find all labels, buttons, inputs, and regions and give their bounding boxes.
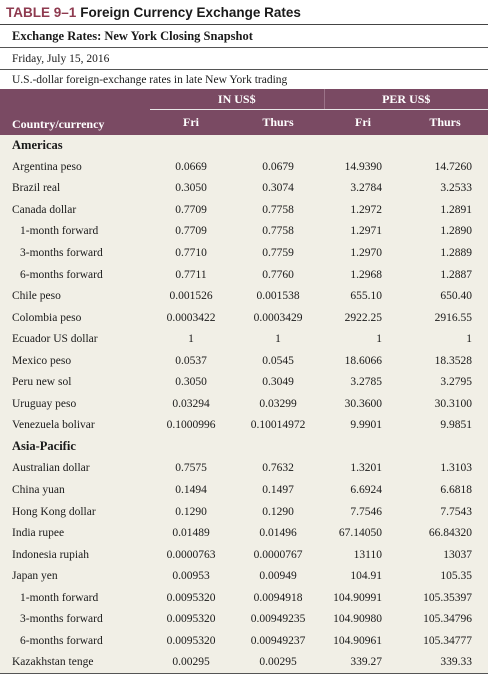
rate-per-usd-fri: 6.6924 — [324, 479, 402, 501]
snapshot-date: Friday, July 15, 2016 — [0, 48, 488, 70]
table-row — [0, 350, 488, 372]
group-per-usd: PER US$ — [324, 89, 488, 110]
exchange-rate-table — [0, 89, 488, 673]
rate-in-usd-thurs: 0.3074 — [232, 178, 324, 200]
table-row — [0, 372, 488, 394]
rate-in-usd-thurs: 0.0094918 — [232, 587, 324, 609]
currency-name: Brazil real — [0, 178, 150, 200]
currency-name: China yuan — [0, 479, 150, 501]
rate-per-usd-fri: 1.2971 — [324, 221, 402, 243]
rate-in-usd-fri: 0.0095320 — [150, 630, 232, 652]
region-row — [0, 436, 488, 458]
header-in-fri: Fri — [150, 110, 232, 135]
rate-in-usd-fri: 1 — [150, 328, 232, 350]
rate-per-usd-thurs: 30.3100 — [402, 393, 488, 415]
rate-per-usd-thurs: 66.84320 — [402, 522, 488, 544]
rate-per-usd-fri: 1.2972 — [324, 199, 402, 221]
table-row — [0, 393, 488, 415]
group-in-usd: IN US$ — [150, 89, 324, 110]
rate-per-usd-thurs: 105.34796 — [402, 609, 488, 631]
rate-per-usd-thurs: 6.6818 — [402, 479, 488, 501]
table-number: TABLE 9–1 — [6, 4, 77, 20]
rate-in-usd-fri: 0.0000763 — [150, 544, 232, 566]
rate-per-usd-thurs: 105.34777 — [402, 630, 488, 652]
table-row — [0, 544, 488, 566]
rate-in-usd-fri: 0.0669 — [150, 156, 232, 178]
rate-per-usd-fri: 3.2784 — [324, 178, 402, 200]
rate-per-usd-thurs: 7.7543 — [402, 501, 488, 523]
rate-per-usd-thurs: 9.9851 — [402, 415, 488, 437]
rate-in-usd-fri: 0.7575 — [150, 458, 232, 480]
table-row — [0, 156, 488, 178]
rate-per-usd-fri: 9.9901 — [324, 415, 402, 437]
rate-in-usd-thurs: 0.1290 — [232, 501, 324, 523]
table-row — [0, 458, 488, 480]
table-caption — [0, 0, 488, 25]
table-subtitle: Exchange Rates: New York Closing Snapshot — [0, 25, 488, 48]
rate-per-usd-fri: 1 — [324, 328, 402, 350]
rate-per-usd-thurs: 105.35397 — [402, 587, 488, 609]
header-country: Country/currency — [0, 110, 150, 135]
rate-in-usd-fri: 0.0095320 — [150, 609, 232, 631]
rate-per-usd-fri: 30.3600 — [324, 393, 402, 415]
rate-in-usd-fri: 0.0537 — [150, 350, 232, 372]
rate-in-usd-thurs: 0.7758 — [232, 199, 324, 221]
currency-name: 6-months forward — [0, 630, 150, 652]
column-group-row — [0, 89, 488, 110]
rate-per-usd-fri: 655.10 — [324, 285, 402, 307]
rate-per-usd-thurs: 1.2891 — [402, 199, 488, 221]
currency-name: 3-months forward — [0, 242, 150, 264]
rate-per-usd-thurs: 13037 — [402, 544, 488, 566]
table-row — [0, 415, 488, 437]
rate-in-usd-thurs: 1 — [232, 328, 324, 350]
table-row — [0, 565, 488, 587]
currency-name: India rupee — [0, 522, 150, 544]
table-row — [0, 307, 488, 329]
region-label: Americas — [0, 135, 488, 157]
rate-per-usd-thurs: 650.40 — [402, 285, 488, 307]
rate-in-usd-fri: 0.001526 — [150, 285, 232, 307]
rate-in-usd-thurs: 0.00949235 — [232, 609, 324, 631]
rate-in-usd-thurs: 0.0003429 — [232, 307, 324, 329]
rate-per-usd-fri: 18.6066 — [324, 350, 402, 372]
header-per-fri: Fri — [324, 110, 402, 135]
rate-in-usd-fri: 0.3050 — [150, 372, 232, 394]
rate-per-usd-thurs: 18.3528 — [402, 350, 488, 372]
currency-name: Hong Kong dollar — [0, 501, 150, 523]
rate-per-usd-fri: 7.7546 — [324, 501, 402, 523]
column-header-row — [0, 110, 488, 135]
rate-per-usd-fri: 104.90980 — [324, 609, 402, 631]
currency-name: Japan yen — [0, 565, 150, 587]
rate-per-usd-thurs: 339.33 — [402, 652, 488, 674]
rate-per-usd-thurs: 3.2795 — [402, 372, 488, 394]
currency-name: Peru new sol — [0, 372, 150, 394]
table-title: Foreign Currency Exchange Rates — [80, 4, 301, 20]
table-body — [0, 135, 488, 674]
rate-in-usd-fri: 0.01489 — [150, 522, 232, 544]
rate-per-usd-thurs: 1.2887 — [402, 264, 488, 286]
rate-per-usd-fri: 67.14050 — [324, 522, 402, 544]
rate-per-usd-fri: 14.9390 — [324, 156, 402, 178]
table-row — [0, 328, 488, 350]
currency-name: 6-months forward — [0, 264, 150, 286]
table-row — [0, 479, 488, 501]
currency-name: Venezuela bolivar — [0, 415, 150, 437]
rate-in-usd-thurs: 0.10014972 — [232, 415, 324, 437]
currency-name: 3-months forward — [0, 609, 150, 631]
region-label: Asia-Pacific — [0, 436, 488, 458]
table-row — [0, 199, 488, 221]
currency-name: Mexico peso — [0, 350, 150, 372]
currency-name: Kazakhstan tenge — [0, 652, 150, 674]
region-row — [0, 135, 488, 157]
table-row — [0, 630, 488, 652]
rate-per-usd-fri: 3.2785 — [324, 372, 402, 394]
table-row — [0, 242, 488, 264]
rate-in-usd-thurs: 0.3049 — [232, 372, 324, 394]
rate-per-usd-fri: 104.90991 — [324, 587, 402, 609]
rate-per-usd-fri: 1.3201 — [324, 458, 402, 480]
rate-per-usd-thurs: 1 — [402, 328, 488, 350]
currency-name: Ecuador US dollar — [0, 328, 150, 350]
rate-in-usd-fri: 0.1000996 — [150, 415, 232, 437]
table-note: U.S.-dollar foreign-exchange rates in late New York trading — [12, 73, 288, 86]
rate-in-usd-fri: 0.7709 — [150, 221, 232, 243]
rate-in-usd-thurs: 0.03299 — [232, 393, 324, 415]
rate-in-usd-fri: 0.1494 — [150, 479, 232, 501]
rate-per-usd-fri: 1.2968 — [324, 264, 402, 286]
rate-in-usd-fri: 0.7710 — [150, 242, 232, 264]
table-row — [0, 609, 488, 631]
rate-in-usd-thurs: 0.0000767 — [232, 544, 324, 566]
rate-in-usd-fri: 0.03294 — [150, 393, 232, 415]
rate-in-usd-thurs: 0.7759 — [232, 242, 324, 264]
table-row — [0, 522, 488, 544]
rate-in-usd-thurs: 0.001538 — [232, 285, 324, 307]
currency-name: Colombia peso — [0, 307, 150, 329]
table-row — [0, 501, 488, 523]
table-row — [0, 587, 488, 609]
rate-in-usd-thurs: 0.1497 — [232, 479, 324, 501]
currency-name: 1-month forward — [0, 221, 150, 243]
rate-in-usd-fri: 0.1290 — [150, 501, 232, 523]
rate-in-usd-thurs: 0.00295 — [232, 652, 324, 674]
header-in-thurs: Thurs — [232, 110, 324, 135]
rate-per-usd-thurs: 14.7260 — [402, 156, 488, 178]
header-per-thurs: Thurs — [402, 110, 488, 135]
bottom-rule — [0, 673, 488, 674]
rate-per-usd-thurs: 2916.55 — [402, 307, 488, 329]
rate-in-usd-thurs: 0.7758 — [232, 221, 324, 243]
rate-per-usd-fri: 339.27 — [324, 652, 402, 674]
currency-name: Indonesia rupiah — [0, 544, 150, 566]
group-spacer — [0, 89, 150, 110]
rate-per-usd-fri: 2922.25 — [324, 307, 402, 329]
rate-in-usd-fri: 0.0095320 — [150, 587, 232, 609]
table-row — [0, 285, 488, 307]
rate-in-usd-fri: 0.00295 — [150, 652, 232, 674]
currency-name: Canada dollar — [0, 199, 150, 221]
currency-name: Argentina peso — [0, 156, 150, 178]
rate-in-usd-fri: 0.7711 — [150, 264, 232, 286]
rate-per-usd-thurs: 105.35 — [402, 565, 488, 587]
rate-in-usd-thurs: 0.00949237 — [232, 630, 324, 652]
rate-per-usd-fri: 13110 — [324, 544, 402, 566]
currency-name: Chile peso — [0, 285, 150, 307]
rate-per-usd-fri: 1.2970 — [324, 242, 402, 264]
rate-in-usd-fri: 0.7709 — [150, 199, 232, 221]
table-row — [0, 221, 488, 243]
currency-name: Uruguay peso — [0, 393, 150, 415]
rate-in-usd-thurs: 0.7632 — [232, 458, 324, 480]
rate-in-usd-thurs: 0.0679 — [232, 156, 324, 178]
rate-per-usd-fri: 104.91 — [324, 565, 402, 587]
currency-name: 1-month forward — [0, 587, 150, 609]
rate-in-usd-thurs: 0.0545 — [232, 350, 324, 372]
rate-in-usd-fri: 0.00953 — [150, 565, 232, 587]
rate-in-usd-thurs: 0.00949 — [232, 565, 324, 587]
rate-in-usd-thurs: 0.7760 — [232, 264, 324, 286]
table-row — [0, 264, 488, 286]
rate-in-usd-fri: 0.3050 — [150, 178, 232, 200]
rate-per-usd-thurs: 3.2533 — [402, 178, 488, 200]
rate-in-usd-fri: 0.0003422 — [150, 307, 232, 329]
rate-in-usd-thurs: 0.01496 — [232, 522, 324, 544]
currency-name: Australian dollar — [0, 458, 150, 480]
table-row — [0, 652, 488, 674]
rate-per-usd-fri: 104.90961 — [324, 630, 402, 652]
table-row — [0, 178, 488, 200]
rate-per-usd-thurs: 1.3103 — [402, 458, 488, 480]
rate-per-usd-thurs: 1.2889 — [402, 242, 488, 264]
rate-per-usd-thurs: 1.2890 — [402, 221, 488, 243]
